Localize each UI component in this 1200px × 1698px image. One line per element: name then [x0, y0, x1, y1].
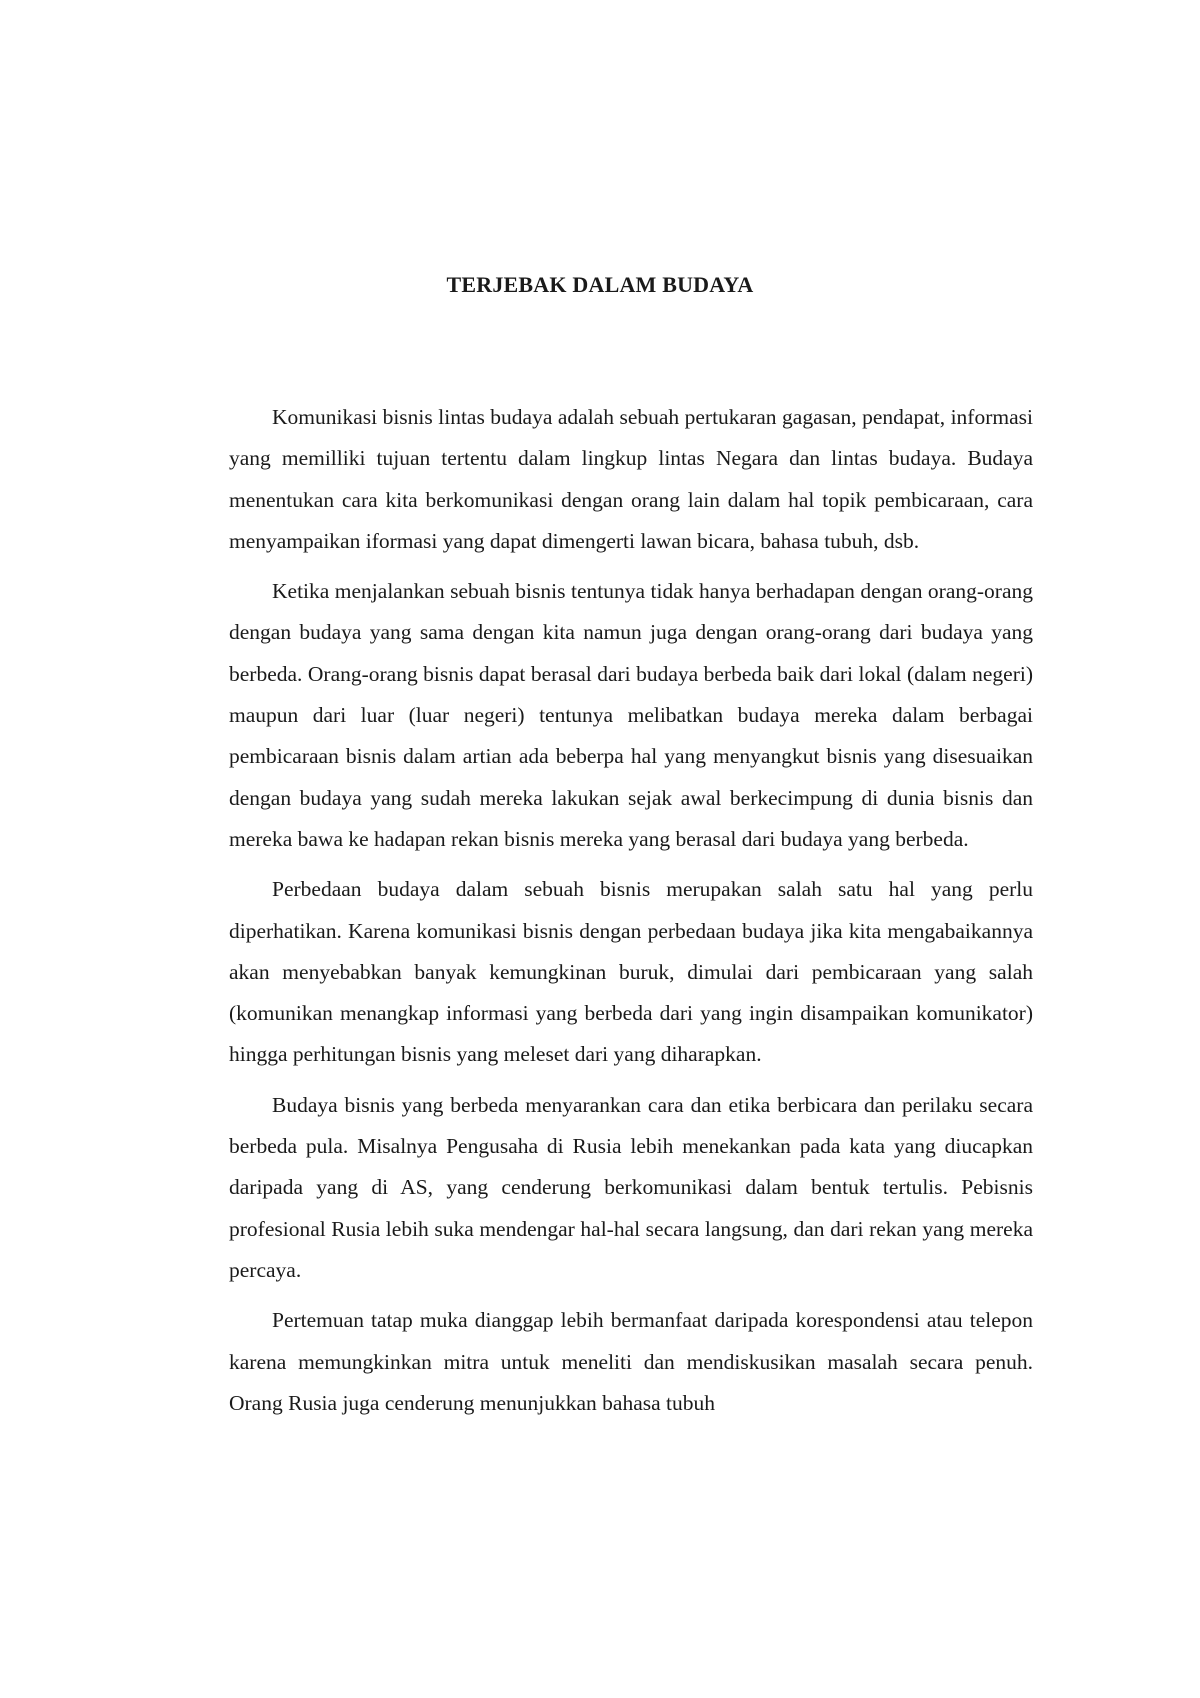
paragraph: Komunikasi bisnis lintas budaya adalah sebuah pertukaran gagasan, pendapat, informasi yang memilliki tujuan tertentu dalam lingkup lintas Negara dan lintas budaya. Budaya menentukan cara kita berkomunikasi dengan orang lain dalam hal topik pembicaraan, cara menyampaikan iformasi yang dapat dimengerti lawan bicara, bahasa tubuh, dsb.: [229, 405, 1033, 553]
paragraph: Pertemuan tatap muka dianggap lebih bermanfaat daripada korespondensi atau telepon karena memungkinkan mitra untuk meneliti dan mendiskusikan masalah secara penuh. Orang Rusia juga cenderung menunjukkan bahasa tubuh: [229, 1308, 1033, 1415]
document-title: TERJEBAK DALAM BUDAYA: [446, 272, 754, 297]
paragraph: Budaya bisnis yang berbeda menyarankan cara dan etika berbicara dan perilaku secara berbeda pula. Misalnya Pengusaha di Rusia lebih menekankan pada kata yang diucapkan daripada yang di AS, yang cenderung berkomunikasi dalam bentuk tertulis. Pebisnis profesional Rusia lebih suka mendengar hal-hal secara langsung, dan dari rekan yang mereka percaya.: [229, 1092, 1033, 1282]
paragraph: Perbedaan budaya dalam sebuah bisnis merupakan salah satu hal yang perlu diperhatikan. Karena komunikasi bisnis dengan perbedaan budaya jika kita mengabaikannya akan menyebabkan banyak kemungkinan buruk, dimulai dari pembicaraan yang salah (komunikan menangkap informasi yang berbeda dari yang ingin disampaikan komunikator) hingga perhitungan bisnis yang meleset dari yang diharapkan.: [229, 877, 1033, 1067]
paragraph: Ketika menjalankan sebuah bisnis tentunya tidak hanya berhadapan dengan orang-orang dengan budaya yang sama dengan kita namun juga dengan orang-orang dari budaya yang berbeda. Orang-orang bisnis dapat berasal dari budaya berbeda baik dari lokal (dalam negeri) maupun dari luar (luar negeri) tentunya melibatkan budaya mereka dalam berbagai pembicaraan bisnis dalam artian ada beberpa hal yang menyangkut bisnis yang disesuaikan dengan budaya yang sudah mereka lakukan sejak awal berkecimpung di dunia bisnis dan mereka bawa ke hadapan rekan bisnis mereka yang berasal dari budaya yang berbeda.: [229, 579, 1033, 851]
document-body: [229, 397, 1033, 1433]
